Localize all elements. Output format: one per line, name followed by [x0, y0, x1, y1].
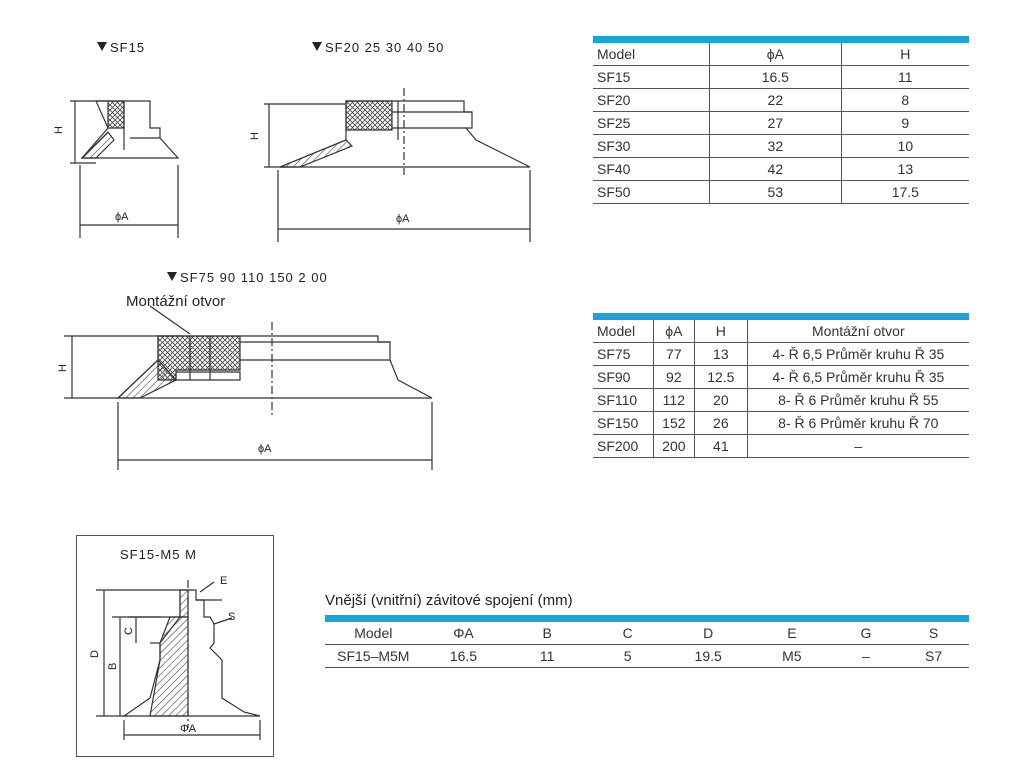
- triangle-down-icon: [97, 42, 107, 51]
- table-cell: 4- Ř 6,5 Průměr kruhu Ř 35: [747, 343, 969, 366]
- table-header-cell: G: [834, 622, 898, 645]
- spec-table-1: [593, 43, 969, 204]
- table-cell: 11: [505, 645, 589, 668]
- table-cell: SF25: [593, 112, 710, 135]
- table-cell: 17.5: [841, 181, 969, 204]
- table-header-cell: B: [505, 622, 589, 645]
- sf75-200-drawing: [64, 306, 432, 470]
- table-cell: 41: [695, 435, 748, 458]
- m5m-d-label: D: [89, 650, 101, 658]
- table-cell: SF90: [593, 366, 653, 389]
- table-cell: 32: [710, 135, 842, 158]
- table-cell: 9: [841, 112, 969, 135]
- table-cell: 20: [695, 389, 748, 412]
- table-cell: 13: [841, 158, 969, 181]
- table-sf15-m5m: [325, 615, 969, 668]
- table-cell: 12.5: [695, 366, 748, 389]
- table-header-cell: Model: [593, 43, 710, 66]
- table-sf15-50: [593, 36, 969, 204]
- table-cell: 5: [589, 645, 666, 668]
- triangle-down-icon: [312, 42, 322, 51]
- table-accent-bar: [593, 36, 969, 43]
- table-row: [325, 645, 969, 668]
- label-sf75-200-text: SF75 90 110 150 2 00: [180, 270, 328, 285]
- table-header-cell: Montážní otvor: [747, 320, 969, 343]
- table-cell: SF20: [593, 89, 710, 112]
- table-header-cell: H: [841, 43, 969, 66]
- label-sf20-50: [312, 40, 444, 55]
- table-row: [593, 135, 969, 158]
- sf15-phiA-label: ϕA: [115, 211, 129, 223]
- table-header-cell: S: [898, 622, 969, 645]
- table-cell: 8- Ř 6 Průměr kruhu Ř 55: [747, 389, 969, 412]
- table-cell: 4- Ř 6,5 Průměr kruhu Ř 35: [747, 366, 969, 389]
- m5m-phiA-label: ΦA: [180, 723, 197, 735]
- table-cell: 19.5: [666, 645, 750, 668]
- sf75-phiA-label: ϕA: [258, 443, 272, 455]
- table-header-cell: Model: [593, 320, 653, 343]
- table-row: [593, 158, 969, 181]
- triangle-down-icon: [167, 272, 177, 281]
- table-row: [593, 389, 969, 412]
- label-sf15-text: SF15: [110, 40, 146, 55]
- table-header-cell: Model: [325, 622, 422, 645]
- table-cell: 92: [653, 366, 694, 389]
- table-accent-bar: [325, 615, 969, 622]
- table-row: [593, 112, 969, 135]
- sf20-phiA-label: ϕA: [396, 213, 410, 225]
- table-row: [593, 435, 969, 458]
- table-header-row: [325, 622, 969, 645]
- table-header-cell: ΦA: [422, 622, 506, 645]
- table-cell: 10: [841, 135, 969, 158]
- table-cell: 13: [695, 343, 748, 366]
- table-cell: SF75: [593, 343, 653, 366]
- table-cell: SF50: [593, 181, 710, 204]
- table-cell: 200: [653, 435, 694, 458]
- table-cell: SF15–M5M: [325, 645, 422, 668]
- table-cell: 112: [653, 389, 694, 412]
- table-cell: 26: [695, 412, 748, 435]
- spec-table-3: [325, 622, 969, 668]
- m5m-c-label: C: [123, 627, 135, 635]
- table-cell: 8- Ř 6 Průměr kruhu Ř 70: [747, 412, 969, 435]
- label-mount-hole: Montážní otvor: [126, 293, 226, 310]
- table-row: [593, 89, 969, 112]
- table-cell: 8: [841, 89, 969, 112]
- table-cell: 11: [841, 66, 969, 89]
- table-cell: 22: [710, 89, 842, 112]
- table-cell: 16.5: [422, 645, 506, 668]
- table-cell: SF200: [593, 435, 653, 458]
- table-header-cell: D: [666, 622, 750, 645]
- table3-caption: Vnější (vnitřní) závitové spojení (mm): [325, 592, 573, 609]
- table-row: [593, 412, 969, 435]
- table-header-cell: H: [695, 320, 748, 343]
- m5m-s-label: S: [228, 611, 236, 623]
- table-header-cell: ϕA: [653, 320, 694, 343]
- m5m-b-label: B: [107, 662, 119, 670]
- table-cell: S7: [898, 645, 969, 668]
- label-sf15-m5m: SF15-M5 M: [120, 547, 197, 562]
- table-header-cell: ϕA: [710, 43, 842, 66]
- table-row: [593, 66, 969, 89]
- table-cell: M5: [750, 645, 834, 668]
- table-header-row: [593, 320, 969, 343]
- table-cell: –: [747, 435, 969, 458]
- label-sf20-50-text: SF20 25 30 40 50: [325, 40, 445, 55]
- table-accent-bar: [593, 313, 969, 320]
- table-cell: –: [834, 645, 898, 668]
- table-cell: SF110: [593, 389, 653, 412]
- table-row: [593, 181, 969, 204]
- sf20-h-label: H: [249, 132, 261, 140]
- table-cell: SF30: [593, 135, 710, 158]
- table-cell: 152: [653, 412, 694, 435]
- table-cell: 77: [653, 343, 694, 366]
- table-cell: SF40: [593, 158, 710, 181]
- table-cell: 27: [710, 112, 842, 135]
- sf75-h-label: H: [57, 364, 69, 372]
- label-sf15: [97, 40, 145, 55]
- m5m-e-label: E: [220, 575, 228, 587]
- table-cell: 53: [710, 181, 842, 204]
- table-cell: SF15: [593, 66, 710, 89]
- label-sf75-200: [167, 270, 328, 285]
- table-sf75-200: [593, 313, 969, 458]
- table-header-cell: E: [750, 622, 834, 645]
- spec-table-2: [593, 320, 969, 458]
- table-row: [593, 366, 969, 389]
- table-header-row: [593, 43, 969, 66]
- table-cell: SF150: [593, 412, 653, 435]
- table-row: [593, 343, 969, 366]
- sf15-m5m-frame: [76, 535, 274, 757]
- table-cell: 16.5: [710, 66, 842, 89]
- table-header-cell: C: [589, 622, 666, 645]
- sf15-h-label: H: [53, 126, 65, 134]
- table-cell: 42: [710, 158, 842, 181]
